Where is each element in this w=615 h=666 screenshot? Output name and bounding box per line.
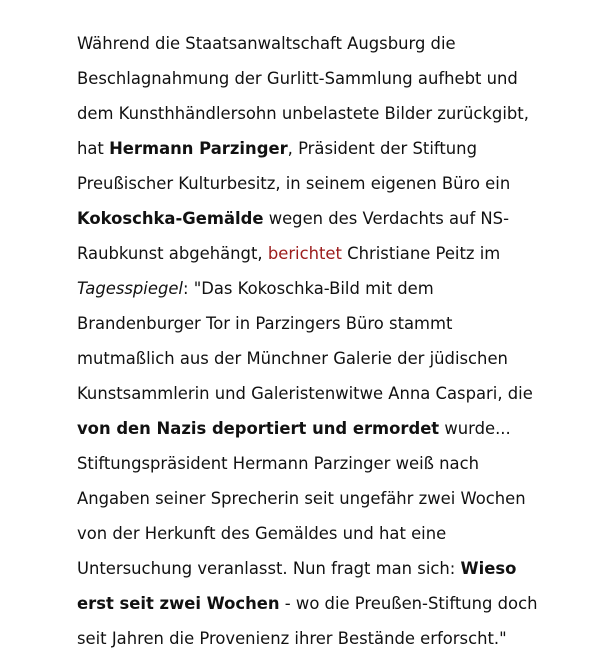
text-line-2 xyxy=(77,61,597,96)
text-run: wurde... xyxy=(439,419,511,438)
text-run: Angaben seiner Sprecherin seit ungefähr zwei Wochen xyxy=(77,489,526,508)
text-run: Untersuchung veranlasst. Nun fragt man sich: xyxy=(77,559,461,578)
text-run: mutmaßlich aus der Münchner Galerie der jüdischen xyxy=(77,349,508,368)
text-run: hat xyxy=(77,139,110,158)
text-line-14 xyxy=(77,481,597,516)
text-run: Kunstsammlerin und Galeristenwitwe Anna Caspari, die xyxy=(77,384,533,403)
bold-wieso: Wieso xyxy=(460,559,517,578)
text-line-13 xyxy=(77,446,597,481)
text-run: : "Das Kokoschka-Bild mit dem xyxy=(183,279,434,298)
text-run: Christiane Peitz im xyxy=(341,244,501,263)
text-line-17 xyxy=(77,586,597,621)
text-line-10 xyxy=(77,341,597,376)
text-run: Stiftungspräsident Hermann Parzinger weiß nach xyxy=(77,454,479,473)
bold-erst-seit-zwei-wochen: erst seit zwei Wochen xyxy=(77,594,280,613)
text-run: , Präsident der Stiftung xyxy=(287,139,477,158)
text-line-9 xyxy=(77,306,597,341)
bold-kokoschka-gemaelde: Kokoschka-Gemälde xyxy=(77,209,264,228)
text-line-4 xyxy=(77,131,597,166)
text-line-1 xyxy=(77,26,597,61)
text-run: wegen des Verdachts auf NS- xyxy=(263,209,509,228)
text-line-7 xyxy=(77,236,597,271)
text-run: seit Jahren die Provenienz ihrer Bestände erforscht." xyxy=(77,629,507,648)
text-line-5 xyxy=(77,166,597,201)
bold-deportiert-ermordet: von den Nazis deportiert und ermordet xyxy=(77,419,440,438)
italic-tagesspiegel: Tagesspiegel xyxy=(77,279,183,298)
text-line-3 xyxy=(77,96,597,131)
text-line-18 xyxy=(77,621,597,656)
text-line-8 xyxy=(77,271,597,306)
text-run: Brandenburger Tor in Parzingers Büro stammt xyxy=(77,314,453,333)
text-run: Während die Staatsanwaltschaft Augsburg die xyxy=(77,34,456,53)
text-line-15 xyxy=(77,516,597,551)
text-run: dem Kunsthhändlersohn unbelastete Bilder zurückgibt, xyxy=(77,104,529,123)
text-run: Beschlagnahmung der Gurlitt-Sammlung aufhebt und xyxy=(77,69,518,88)
text-run: Preußischer Kulturbesitz, in seinem eigenen Büro ein xyxy=(77,174,511,193)
text-run: - wo die Preußen-Stiftung doch xyxy=(279,594,538,613)
text-line-12 xyxy=(77,411,597,446)
article-paragraph xyxy=(77,26,597,656)
text-line-11 xyxy=(77,376,597,411)
text-run: Raubkunst abgehängt, xyxy=(77,244,268,263)
article-body xyxy=(77,26,597,656)
text-run: von der Herkunft des Gemäldes und hat eine xyxy=(77,524,447,543)
berichtet-link[interactable]: berichtet xyxy=(267,244,342,263)
text-line-6 xyxy=(77,201,597,236)
text-line-16 xyxy=(77,551,597,586)
bold-name-hermann-parzinger: Hermann Parzinger xyxy=(109,139,288,158)
